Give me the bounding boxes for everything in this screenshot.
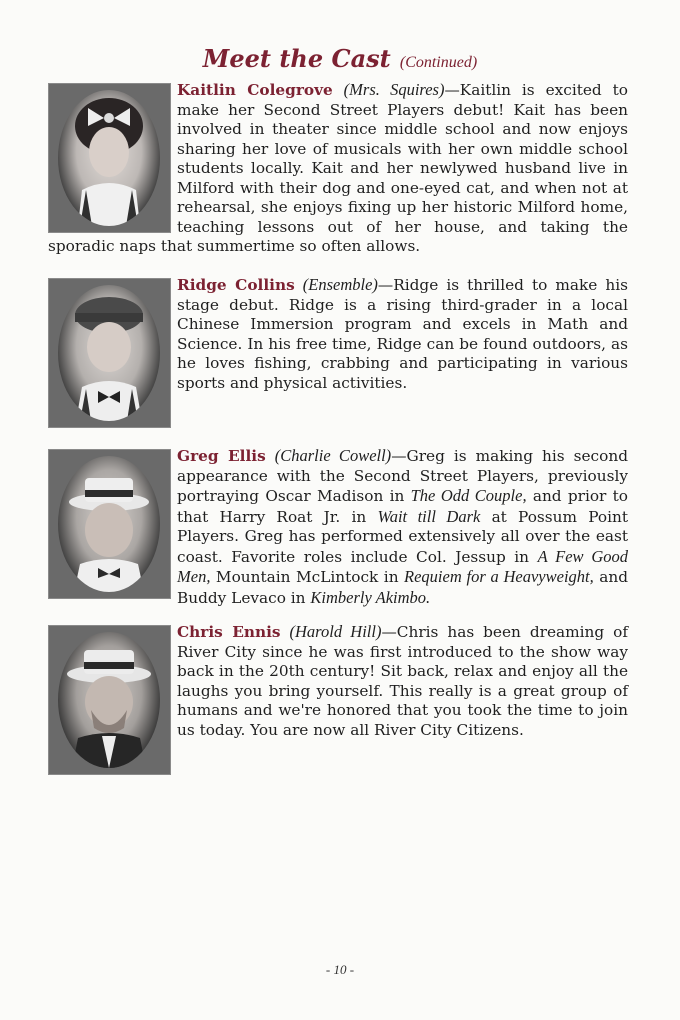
cast-name: Greg Ellis bbox=[177, 447, 266, 465]
cast-bio-part: Mountain McLintock in bbox=[210, 568, 405, 586]
cast-bio-part: and prior to that Harry Roat Jr. in bbox=[177, 487, 628, 526]
cast-bio: —Chris has been dreaming of River City since he was first introduced to the show way back in the 20th century! Sit back, relax and enjoy all the laughs you bring yourself. This really is a great group of humans and we're honored that you took the time to join us today. You are now all River City Citizens. bbox=[177, 623, 628, 739]
cast-entry-chris bbox=[48, 622, 628, 777]
cast-bio-part: and Buddy Levaco in bbox=[177, 568, 628, 607]
cast-entry-greg bbox=[48, 446, 628, 608]
show-title: Wait till Dark bbox=[377, 506, 481, 526]
cast-name: Chris Ennis bbox=[177, 623, 281, 641]
cast-entry-ridge bbox=[48, 275, 628, 430]
cast-bio-part: —Greg is making his second appearance with the Second Street Players, previously portraying Oscar Madison in bbox=[177, 447, 628, 505]
headshot-photo bbox=[48, 83, 171, 233]
headshot-photo bbox=[48, 278, 171, 428]
show-title: The Odd Couple, bbox=[410, 486, 527, 505]
cast-bio: —Kaitlin is excited to make her Second Street Players debut! Kait has been involved in theater since middle school and now enjoys sharing her love of musicals with her own middle school students locally. Kait and her newlywed husband live in Milford with their dog and one-eyed cat, and when not at rehearsal, she enjoys fixing up her historic Milford home, teaching lessons out of her house, and taking the sporadic naps that summertime so often allows. bbox=[48, 81, 629, 255]
cast-role: (Ensemble) bbox=[302, 275, 378, 294]
headshot-photo bbox=[48, 625, 171, 775]
show-title: A Few Good Men, bbox=[177, 546, 628, 586]
page-title-suffix: (Continued) bbox=[399, 54, 478, 71]
headshot-photo bbox=[48, 449, 171, 599]
page-title-main: Meet the Cast bbox=[202, 44, 391, 73]
cast-role: (Charlie Cowell) bbox=[274, 446, 392, 465]
cast-bio: —Ridge is thrilled to make his stage debut. Ridge is a rising third-grader in a local Chinese Immersion program and excels in Math and Science. In his free time, Ridge can be found outdoors, as he loves fishing, crabbing and participating in various sports and physical activities. bbox=[177, 276, 628, 392]
page-number: - 10 - bbox=[325, 962, 355, 977]
page-title bbox=[0, 44, 680, 73]
cast-name: Ridge Collins bbox=[177, 276, 295, 294]
cast-role: (Harold Hill) bbox=[289, 622, 382, 641]
cast-name: Kaitlin Colegrove bbox=[177, 81, 333, 99]
cast-role: (Mrs. Squires) bbox=[343, 80, 445, 99]
cast-bio-part: at Possum Point Players. Greg has performed extensively all over the east coast. Favorite roles include Col. Jessup in bbox=[177, 507, 628, 566]
cast-entry-kaitlin bbox=[48, 80, 628, 257]
show-title: Requiem for a Heavyweight, bbox=[404, 567, 594, 586]
show-title: Kimberly Akimbo. bbox=[310, 587, 431, 607]
